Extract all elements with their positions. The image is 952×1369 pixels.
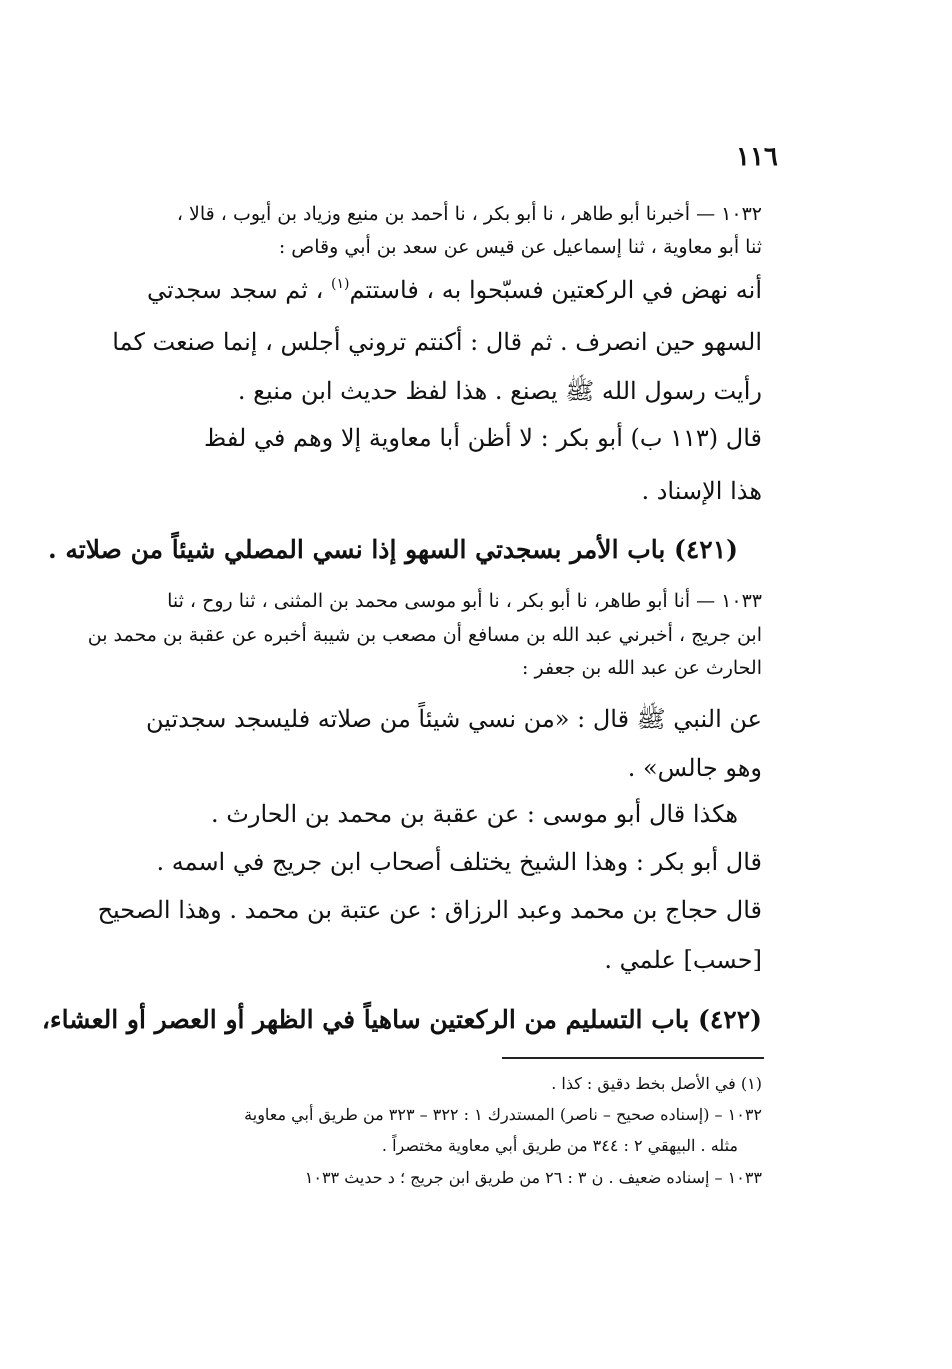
hadith-1033-isnad-line-3: الحارث عن عبد الله بن جعفر : bbox=[522, 657, 762, 679]
hadith-1033-comment-line-1: هكذا قال أبو موسى : عن عقبة بن محمد بن الحارث . bbox=[211, 800, 738, 828]
chapter-heading-421: (٤٢١) باب الأمر بسجدتي السهو إذا نسي المصلي شيئاً من صلاته . bbox=[47, 535, 738, 564]
footnote-separator bbox=[502, 1057, 764, 1059]
chapter-heading-422: (٤٢٢) باب التسليم من الركعتين ساهياً في الظهر أو العصر أو العشاء، bbox=[41, 1005, 762, 1034]
hadith-1033-comment-line-2: قال أبو بكر : وهذا الشيخ يختلف أصحاب ابن جريج في اسمه . bbox=[156, 848, 762, 876]
hadith-1032-isnad-line-1: ١٠٣٢ — أخبرنا أبو طاهر ، نا أبو بكر ، نا أحمد بن منيع وزياد بن أيوب ، قالا ، bbox=[176, 203, 762, 225]
hadith-1032-comment-line-2: هذا الإسناد . bbox=[641, 477, 762, 505]
matn-text-b: ، ثم سجد سجدتي bbox=[146, 276, 324, 304]
hadith-1033-matn-line-2: وهو جالس» . bbox=[627, 754, 762, 782]
hadith-1033-comment-line-3: قال حجاج بن محمد وعبد الرزاق : عن عتبة بن محمد . وهذا الصحيح bbox=[97, 896, 762, 924]
matn-text-a: أنه نهض في الركعتين فسبّحوا به ، فاستتم bbox=[349, 276, 762, 304]
footnote-hadith-1033: ١٠٣٣ – إسناده ضعيف . ن ٣ : ٢٦ من طريق ابن جريج ؛ د حديث ١٠٣٣ bbox=[304, 1168, 762, 1187]
hadith-1032-matn-line-1 bbox=[104, 276, 762, 304]
footnote-hadith-1032-line-1: ١٠٣٢ – (إسناده صحيح – ناصر) المستدرك ١ : ٣٢٢ – ٣٢٣ من طريق أبي معاوية bbox=[244, 1105, 762, 1124]
hadith-1032-matn-line-3: رأيت رسول الله ﷺ يصنع . هذا لفظ حديث ابن منيع . bbox=[237, 377, 762, 405]
footnote-marker: (١) bbox=[330, 276, 350, 292]
hadith-1033-comment-line-4: [حسب] علمي . bbox=[604, 946, 762, 974]
hadith-1032-matn-line-2: السهو حين انصرف . ثم قال : أكنتم تروني أجلس ، إنما صنعت كما bbox=[112, 328, 762, 356]
page-number: ١١٦ bbox=[736, 142, 778, 172]
footnote-1: (١) في الأصل بخط دقيق : كذا . bbox=[551, 1074, 762, 1093]
hadith-1032-isnad-line-2: ثنا أبو معاوية ، ثنا إسماعيل عن قيس عن سعد بن أبي وقاص : bbox=[278, 236, 762, 258]
hadith-1033-isnad-line-1: ١٠٣٣ — أنا أبو طاهر، نا أبو بكر ، نا أبو موسى محمد بن المثنى ، ثنا روح ، ثنا bbox=[167, 590, 762, 612]
footnote-hadith-1032-line-2: مثله . البيهقي ٢ : ٣٤٤ من طريق أبي معاوية مختصراً . bbox=[381, 1136, 738, 1155]
hadith-1032-comment-line-1: قال (١١٣ ب) أبو بكر : لا أظن أبا معاوية إلا وهم في لفظ bbox=[204, 424, 762, 452]
hadith-1033-isnad-line-2: ابن جريج ، أخبرني عبد الله بن مسافع أن مصعب بن شيبة أخبره عن عقبة بن محمد بن bbox=[87, 624, 762, 646]
hadith-1033-matn-line-1: عن النبي ﷺ قال : «من نسي شيئاً من صلاته فليسجد سجدتين bbox=[145, 705, 762, 733]
